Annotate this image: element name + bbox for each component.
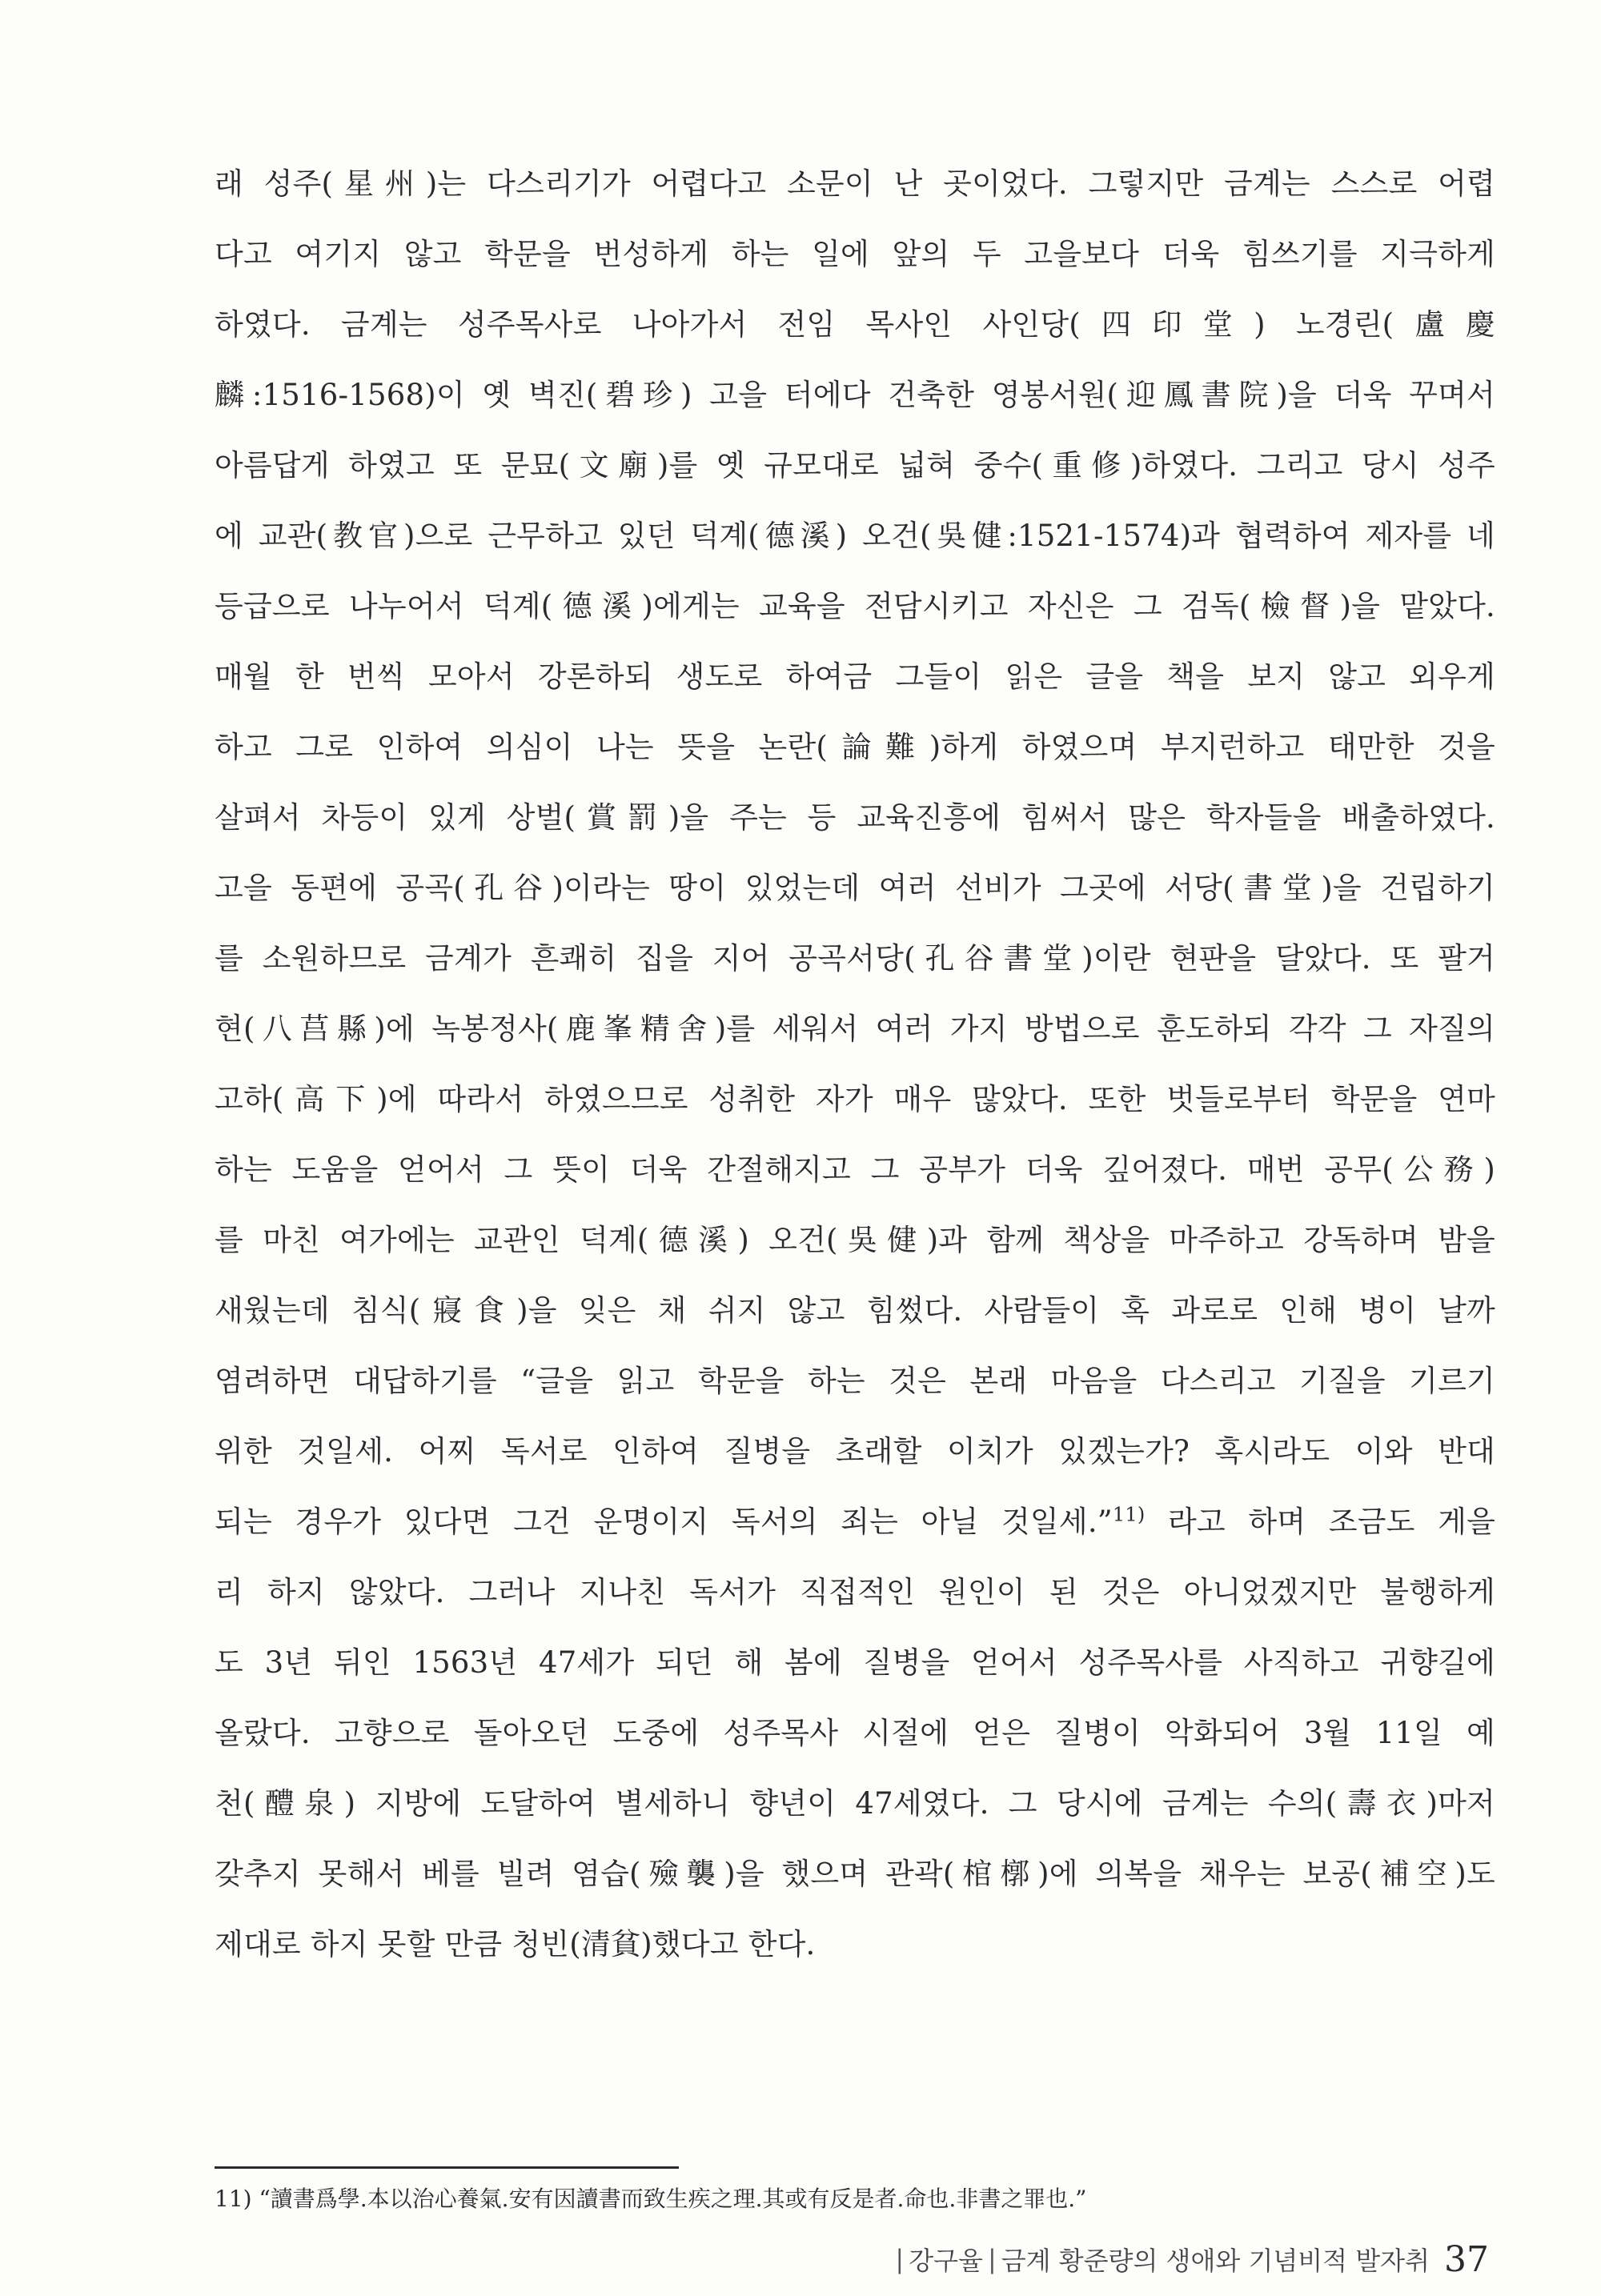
body-line: 고을 동편에 공곡(孔谷)이라는 땅이 있었는데 여러 선비가 그곳에 서당(書堂)을 건립하기 (215, 871, 1495, 905)
footer-separator: | (895, 2244, 905, 2274)
footer-author: 강구율 (909, 2246, 983, 2276)
body-line: 를 소원하므로 금계가 흔쾌히 집을 지어 공곡서당(孔谷書堂)이란 현판을 달았다. 또 팔거 (215, 941, 1495, 976)
page-number: 37 (1444, 2238, 1489, 2280)
body-line: 도 3년 뒤인 1563년 47세가 되던 해 봄에 질병을 얻어서 성주목사를 사직하고 귀향길에 (215, 1645, 1495, 1680)
body-line: 현(八莒縣)에 녹봉정사(鹿峯精舍)를 세워서 여러 가지 방법으로 훈도하되 각각 그 자질의 (215, 1012, 1495, 1046)
body-line: 살펴서 차등이 있게 상벌(賞罰)을 주는 등 교육진흥에 힘써서 많은 학자들을 배출하였다. (215, 800, 1495, 835)
body-line: 에 교관(教官)으로 근무하고 있던 덕계(德溪) 오건(吳健:1521-1574)과 협력하여 제자를 네 (215, 519, 1495, 553)
body-line: 매월 한 번씩 모아서 강론하되 생도로 하여금 그들이 읽은 글을 책을 보지 않고 외우게 (215, 659, 1495, 694)
footer-separator: | (987, 2244, 997, 2274)
footnote-11: 11) “讀書爲學.本以治心養氣.安有因讀書而致生疾之理.其或有反是者.命也.非書之罪也.” (215, 2186, 1087, 2212)
body-line: 천(醴泉) 지방에 도달하여 별세하니 향년이 47세였다. 그 당시에 금계는 수의(壽衣)마저 (215, 1786, 1495, 1821)
body-line: 하고 그로 인하여 의심이 나는 뜻을 논란(論難)하게 하였으며 부지런하고 태만한 것을 (215, 730, 1495, 764)
body-line: 올랐다. 고향으로 돌아오던 도중에 성주목사 시절에 얻은 질병이 악화되어 3월 11일 예 (215, 1716, 1495, 1750)
page-footer (890, 2231, 1489, 2287)
body-line: 다고 여기지 않고 학문을 번성하게 하는 일에 앞의 두 고을보다 더욱 힘쓰기를 지극하게 (215, 237, 1495, 271)
body-line: 제대로 하지 못할 만큼 청빈(清貧)했다고 한다. (215, 1927, 816, 1961)
body-line: 새웠는데 침식(寢食)을 잊은 채 쉬지 않고 힘썼다. 사람들이 혹 과로로 인해 병이 날까 (215, 1293, 1495, 1328)
body-line: 래 성주(星州)는 다스리기가 어렵다고 소문이 난 곳이었다. 그렇지만 금계는 스스로 어렵 (215, 166, 1495, 201)
footer-article-title: 금계 황준량의 생애와 기념비적 발자취 (1001, 2246, 1430, 2276)
body-text (215, 149, 1495, 1980)
body-line: 麟:1516-1568)이 옛 벽진(碧珍) 고을 터에다 건축한 영봉서원(迎鳳書院)을 더욱 꾸며서 (215, 378, 1495, 412)
body-line: 고하(高下)에 따라서 하였으므로 성취한 자가 매우 많았다. 또한 벗들로부터 학문을 연마 (215, 1082, 1495, 1116)
body-line: 를 마친 여가에는 교관인 덕계(德溪) 오건(吳健)과 함께 책상을 마주하고 강독하며 밤을 (215, 1223, 1495, 1257)
body-line: 하는 도움을 얻어서 그 뜻이 더욱 간절해지고 그 공부가 더욱 깊어졌다. 매번 공무(公務) (215, 1152, 1495, 1187)
body-line: 리 하지 않았다. 그러나 지나친 독서가 직접적인 원인이 된 것은 아니었겠지만 불행하게 (215, 1575, 1495, 1609)
body-line: 등급으로 나누어서 덕계(德溪)에게는 교육을 전담시키고 자신은 그 검독(檢督)을 맡았다. (215, 589, 1495, 623)
body-line: 아름답게 하였고 또 문묘(文廟)를 옛 규모대로 넓혀 중수(重修)하였다. 그리고 당시 성주 (215, 448, 1495, 483)
body-line: 갖추지 못해서 베를 빌려 염습(殮襲)을 했으며 관곽(棺槨)에 의복을 채우는 보공(補空)도 (215, 1857, 1495, 1891)
body-line: 위한 것일세. 어찌 독서로 인하여 질병을 초래할 이치가 있겠는가? 혹시라도 이와 반대 (215, 1434, 1495, 1469)
body-line: 하였다. 금계는 성주목사로 나아가서 전임 목사인 사인당(四印堂) 노경린(盧慶 (215, 307, 1495, 342)
body-line-with-footnote (215, 1487, 1495, 1557)
body-line-segment: 라고 하며 조금도 게을 (1145, 1505, 1496, 1539)
body-line: 염려하면 대답하기를 “글을 읽고 학문을 하는 것은 본래 마음을 다스리고 기질을 기르기 (215, 1364, 1495, 1398)
footnote-reference[interactable]: 11) (1112, 1503, 1146, 1526)
footnote-divider (215, 2166, 679, 2169)
body-line-segment: 되는 경우가 있다면 그건 운명이지 독서의 죄는 아닐 것일세.” (215, 1505, 1113, 1539)
